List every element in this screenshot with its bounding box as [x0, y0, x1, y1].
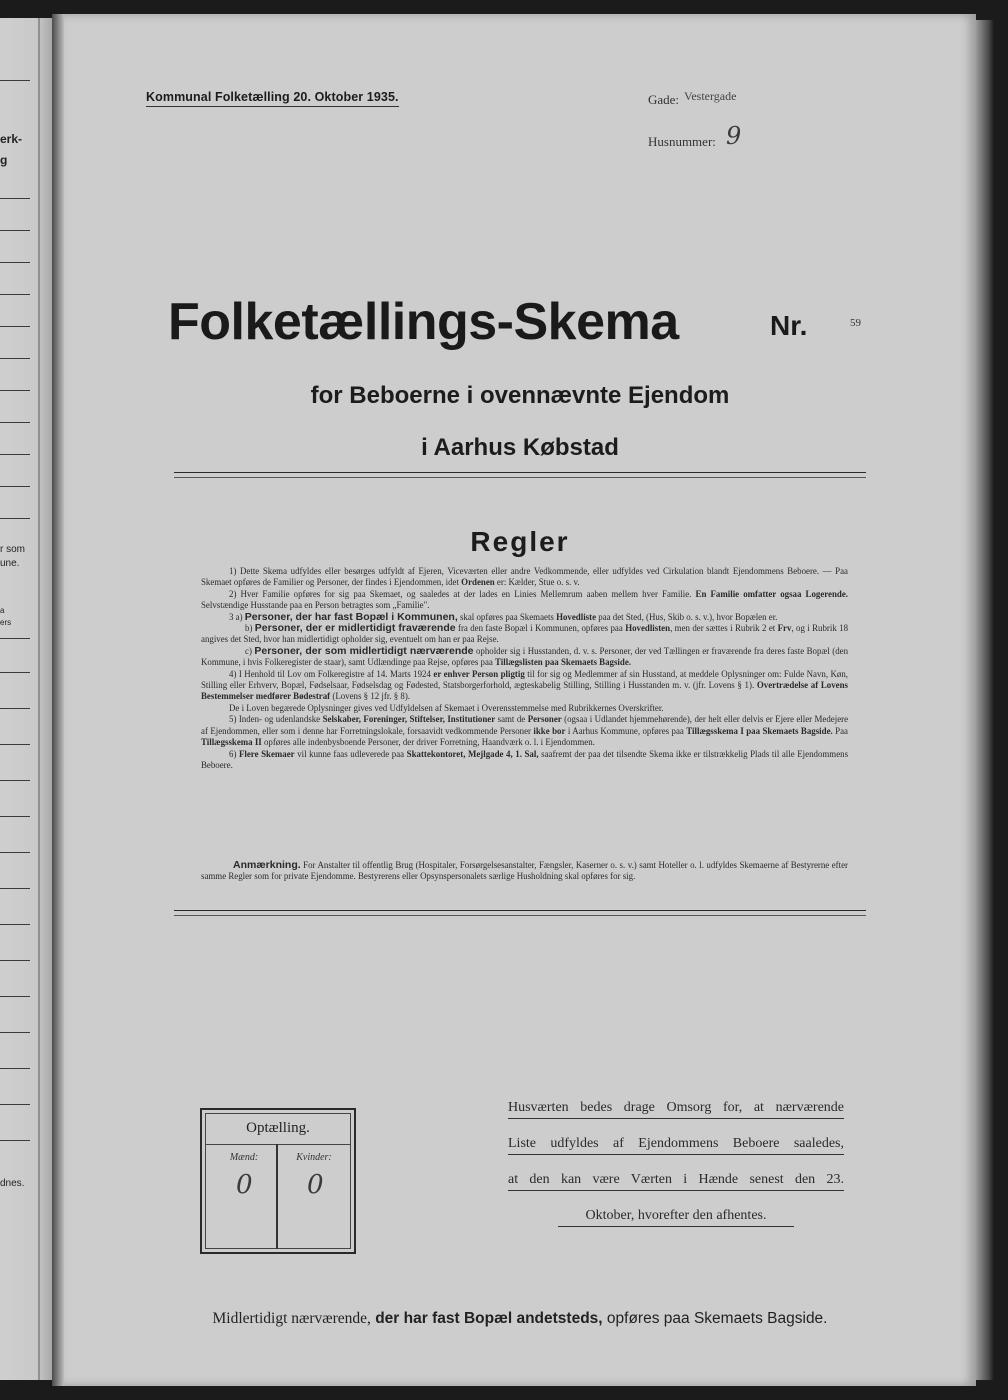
rule-text: er: Kælder, Stue o. s. v.	[496, 577, 580, 588]
rule-emphasis: er enhver Person pligtig	[433, 668, 525, 679]
rule-emphasis: Flere Skemaer	[238, 748, 295, 759]
footer-text: Midlertidigt nærværende,	[212, 1310, 371, 1327]
footer-text: opføres paa Skemaets Bagside.	[606, 1310, 828, 1327]
form-number-value: 59	[850, 317, 861, 329]
form-rule	[0, 888, 30, 889]
form-rule	[0, 744, 30, 745]
left-fragment: une.	[0, 558, 20, 569]
men-label: Mænd:	[229, 1152, 259, 1163]
footer-instruction	[64, 1310, 976, 1328]
rule-emphasis: Hovedliste	[556, 611, 597, 622]
count-box-frame	[205, 1113, 351, 1249]
street-label: Gade:	[648, 92, 680, 107]
form-rule	[0, 80, 30, 81]
rule-text: 5) Inden- og udenlandske	[229, 714, 321, 725]
form-rule	[0, 1068, 30, 1069]
footer-emphasis: der har fast Bopæl andetsteds,	[375, 1310, 603, 1327]
street-value: Vestergade	[684, 89, 737, 103]
left-fragment: dnes.	[0, 1178, 25, 1189]
left-fragment: g	[0, 153, 8, 167]
form-rule	[0, 390, 30, 391]
landlord-notice	[508, 1098, 844, 1242]
form-rule	[0, 1104, 30, 1105]
form-rule	[0, 708, 30, 709]
form-rule	[0, 422, 30, 423]
form-number-label: Nr.	[770, 310, 808, 341]
left-fragment: ers	[0, 618, 12, 627]
form-subtitle-city: i Aarhus Købstad	[421, 434, 619, 461]
rule-text: b)	[245, 623, 253, 634]
rule-text: , men der sættes i Rubrik 2 et	[670, 623, 776, 634]
women-label: Kvinder:	[296, 1152, 332, 1163]
form-rule	[0, 358, 30, 359]
census-form-page	[64, 14, 976, 1386]
rule-text: fra den faste Bopæl i Kommunen, opføres paa	[458, 623, 623, 634]
rule-text: i Aarhus Kommune, opføres paa	[567, 725, 684, 736]
rules-text	[201, 566, 848, 771]
form-rule	[0, 960, 30, 961]
women-count: 0	[307, 1170, 324, 1200]
rule-heading: Personer, der har fast Bopæl i Kommunen,	[244, 610, 458, 623]
notice-line: Oktober, hvorefter den afhentes.	[558, 1206, 794, 1227]
rule-emphasis: Personer	[527, 714, 562, 725]
rule-text: 2) Hver Familie opføres for sig paa Skemaet, og saaledes at der lades en Linies Mellemrum aaben mellem hver Familie.	[229, 588, 692, 599]
form-rule	[0, 1032, 30, 1033]
house-number-value: 9	[726, 122, 742, 150]
form-rule	[0, 454, 30, 455]
rule-text: c)	[245, 645, 252, 656]
previous-page-edge	[0, 18, 52, 1380]
page-fold-line	[38, 18, 40, 1380]
left-fragment: a	[0, 606, 5, 615]
rule-text: (Lovens § 12 jfr. § 8).	[332, 691, 411, 702]
rule-emphasis: Selskaber, Foreninger, Stiftelser, Institutioner	[322, 714, 496, 725]
rule-text: opholder sig i Husstanden, d. v. s. Personer, der ved Tællingen er fraværende fra deres faste Bopæl (den Kommune, i hvis Folkeregister de staar), samt Udlændinge paa Rejse, opføres paa	[201, 645, 849, 668]
rule-emphasis: ikke bor	[533, 725, 566, 736]
rule-text: til for sig og Medlemmer af sin Husstand, at meddele Oplysninger om: Fulde Navn, Køn, Stilling eller Erhverv, Bopæl, Fødselsaar, Fødselsdag og Fødested, Statsborgerforhold, ægteskabelig Stilling, Stilling i Husstanden m. v. (jfr. Lovens § 1).	[201, 668, 849, 691]
rule-heading: Personer, der som midlertidigt nærværende	[254, 644, 474, 657]
census-title: Kommunal Folketælling 20. Oktober 1935.	[146, 90, 399, 107]
form-title: Folketællings-Skema	[168, 293, 679, 351]
form-rule	[0, 262, 30, 263]
form-rule	[0, 230, 30, 231]
notice-line: Liste udfyldes af Ejendommens Beboere saaledes,	[508, 1134, 844, 1155]
form-rule	[0, 294, 30, 295]
remark-heading: Anmærkning.	[233, 859, 301, 871]
form-rule	[0, 924, 30, 925]
page-right-edge	[976, 20, 994, 1380]
men-count: 0	[236, 1170, 253, 1200]
rule-text: , og i Rubrik 18 angives det Sted, hvor han midlertidigt opholder sig, eventuelt om han er paa Rejse.	[201, 623, 849, 645]
form-rule	[0, 852, 30, 853]
remark-body: For Anstalter til offentlig Brug (Hospitaler, Forsørgelsesanstalter, Fængsler, Kaserner o. s. v.) samt Hoteller o. l. udfyldes Skemaerne af Bestyrerne efter samme Regler som for private Ejendomme. Bestyrerens eller Opsynspersonalets særlige Husholdning skal opføres for sig.	[201, 860, 848, 882]
left-fragment: erk-	[0, 132, 23, 146]
rule-text: vil kunne faas udleverede paa	[297, 748, 405, 759]
rule-text: De i Loven begærede Oplysninger gives ved Udfyldelsen af Skemaet i Overensstemmelse med Rubrikkernes Overskrifter.	[229, 702, 664, 713]
rule-text: 3 a)	[229, 611, 243, 622]
rule-text: 4) I Henhold til Lov om Folkeregistre af 14. Marts 1924	[229, 668, 431, 679]
notice-line: Husværten bedes drage Omsorg for, at nærværende	[508, 1098, 844, 1119]
rules-heading: Regler	[470, 526, 570, 557]
rule-text: Selvstændige Husstande paa en Person betragtes som „Familie".	[201, 600, 430, 611]
rule-emphasis: Ordenen	[461, 577, 495, 588]
divider	[174, 472, 866, 473]
form-rule	[0, 672, 30, 673]
rule-text: 6)	[229, 748, 237, 759]
left-fragment: r som	[0, 544, 25, 555]
form-rule	[0, 198, 30, 199]
form-rule	[0, 996, 30, 997]
rule-text: (ogsaa i Udlandet hjemmehørende), der helt eller delvis er Ejere eller Medejere af Ejendommen, eller som i denne har Forretningslokale, forsaavidt vedkommende Personer	[201, 714, 849, 736]
rule-text: paa det Sted, (Hus, Skib o. s. v.), hvor Bopælen er.	[598, 611, 778, 622]
rule-text: samt de	[497, 714, 526, 725]
form-rule	[0, 816, 30, 817]
rule-emphasis: Frv	[777, 623, 792, 634]
rule-text: Paa	[835, 725, 848, 736]
form-rule	[0, 780, 30, 781]
rule-emphasis: Tillægslisten paa Skemaets Bagside.	[495, 657, 631, 668]
rule-text: opføres alle indenbysboende Personer, der driver Forretning, Haandværk o. l. i Ejendommen.	[263, 737, 595, 748]
form-rule	[0, 1140, 30, 1141]
rule-text: skal opføres paa Skemaets	[459, 611, 554, 622]
rule-heading: Personer, der er midlertidigt fraværende	[254, 622, 456, 635]
rule-text: saafremt der paa det tilsendte Skema ikke er tilstrækkelig Plads til alle Ejendommens Beboere.	[201, 748, 849, 770]
rule-emphasis: Skattekontoret, Mejlgade 4, 1. Sal,	[406, 748, 539, 759]
divider	[174, 910, 866, 911]
rule-emphasis: En Familie omfatter ogsaa Logerende.	[695, 588, 849, 599]
form-rule	[0, 638, 30, 639]
rule-emphasis: Hovedlisten	[625, 623, 671, 634]
remark-text	[201, 860, 848, 883]
house-number-label: Husnummer:	[648, 134, 716, 149]
rule-emphasis: Tillægsskema I paa Skemaets Bagside.	[686, 725, 833, 736]
form-subtitle: for Beboerne i ovennævnte Ejendom	[310, 382, 730, 409]
rule-emphasis: Overtrædelse af Lovens Bestemmelser medfører Bødestraf	[201, 680, 848, 702]
count-box	[200, 1108, 356, 1254]
form-rule	[0, 486, 30, 487]
form-rule	[0, 518, 30, 519]
count-divider	[206, 1144, 350, 1145]
form-rule	[0, 326, 30, 327]
count-title: Optælling.	[246, 1120, 310, 1136]
rule-text: 1) Dette Skema udfyldes eller besørges udfyldt af Ejeren, Viceværten eller andre Vedkommende, eller udfyldes ved Cirkulation blandt Ejendommens Beboere. — Paa Skemaet opføres de Familier og Personer, der findes i Ejendommen, idet	[201, 566, 848, 588]
rule-emphasis: Tillægsskema II	[201, 737, 262, 748]
notice-line: at den kan være Værten i Hænde senest den 23.	[508, 1170, 844, 1191]
